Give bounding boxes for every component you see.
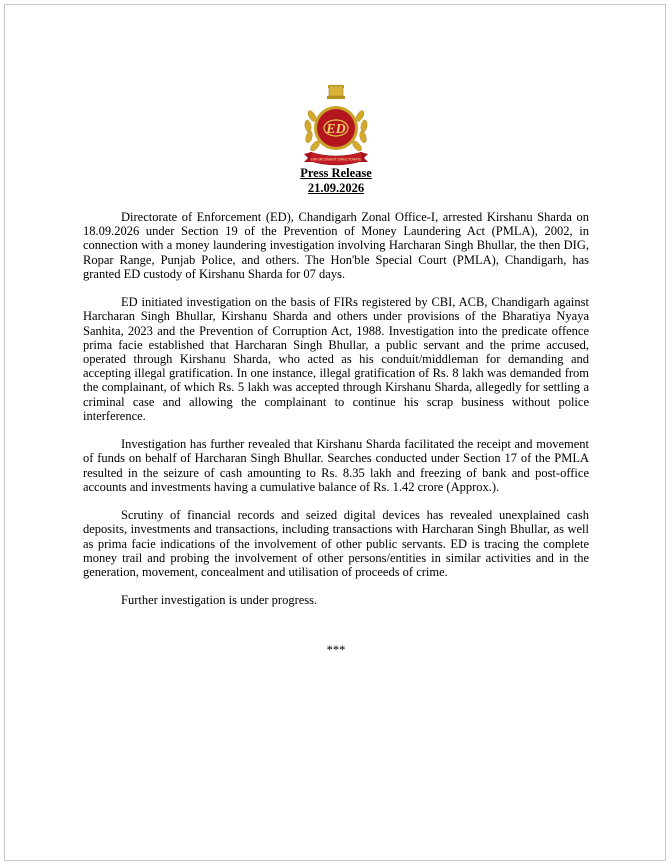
paragraph: Scrutiny of financial records and seized digital devices has revealed unexplained cash deposits, investments and transactions, including transactions with Harcharan Singh Bhullar, as well as prima facie indications of the involvement of other public servants. ED is tracing the complete money trail and probing the involvement of other persons/entities in similar activities and in the generation, movement, concealment and utilisation of proceeds of crime.	[83, 508, 589, 580]
svg-text:ENFORCEMENT DIRECTORATE: ENFORCEMENT DIRECTORATE	[310, 157, 362, 162]
paragraph: ED initiated investigation on the basis of FIRs registered by CBI, ACB, Chandigarh against Harcharan Singh Bhullar, Kirshanu Sharda and others under provisions of the Bharatiya Nyaya Sanhita, 2023 and the Prevention of Corruption Act, 1988. Investigation into the predicate offence prima facie established that Harcharan Singh Bhullar, a public servant and the prime accused, operated through Kirshanu Sharda, who acted as his conduit/middleman for demanding and accepting illegal gratification. In one instance, illegal gratification of Rs. 8 lakh was demanded from the complainant, of which Rs. 5 lakh was accepted through Kirshanu Sharda, allegedly for settling a criminal case and allowing the complainant to continue his scrap business without police interference.	[83, 295, 589, 423]
press-release-date: 21.09.2026	[307, 181, 365, 195]
paragraph: Investigation has further revealed that Kirshanu Sharda facilitated the receipt and movement of funds on behalf of Harcharan Singh Bhullar. Searches conducted under Section 17 of the PMLA resulted in the seizure of cash amounting to Rs. 8.35 lakh and freezing of bank and post-office accounts and investments having a cumulative balance of Rs. 1.42 crore (Approx.).	[83, 437, 589, 494]
press-release-title: Press Release	[300, 166, 372, 180]
paragraph: Further investigation is under progress.	[121, 593, 318, 608]
press-release-body	[83, 210, 589, 622]
emblem-monogram: ED	[326, 122, 346, 137]
lion-capital-icon	[327, 85, 345, 99]
paragraph: Directorate of Enforcement (ED), Chandigarh Zonal Office-I, arrested Kirshanu Sharda on 18.09.2026 under Section 19 of the Prevention of Money Laundering Act (PMLA), 2002, in connection with a money laundering investigation involving Harcharan Singh Bhullar, the then DIG, Ropar Range, Punjab Police, and others. The Hon'ble Special Court (PMLA), Chandigarh, has granted ED custody of Kirshanu Sharda for 07 days.	[83, 210, 589, 281]
end-separator: ***	[326, 643, 346, 657]
emblem-ribbon	[304, 152, 368, 165]
ed-emblem-logo	[298, 82, 374, 166]
